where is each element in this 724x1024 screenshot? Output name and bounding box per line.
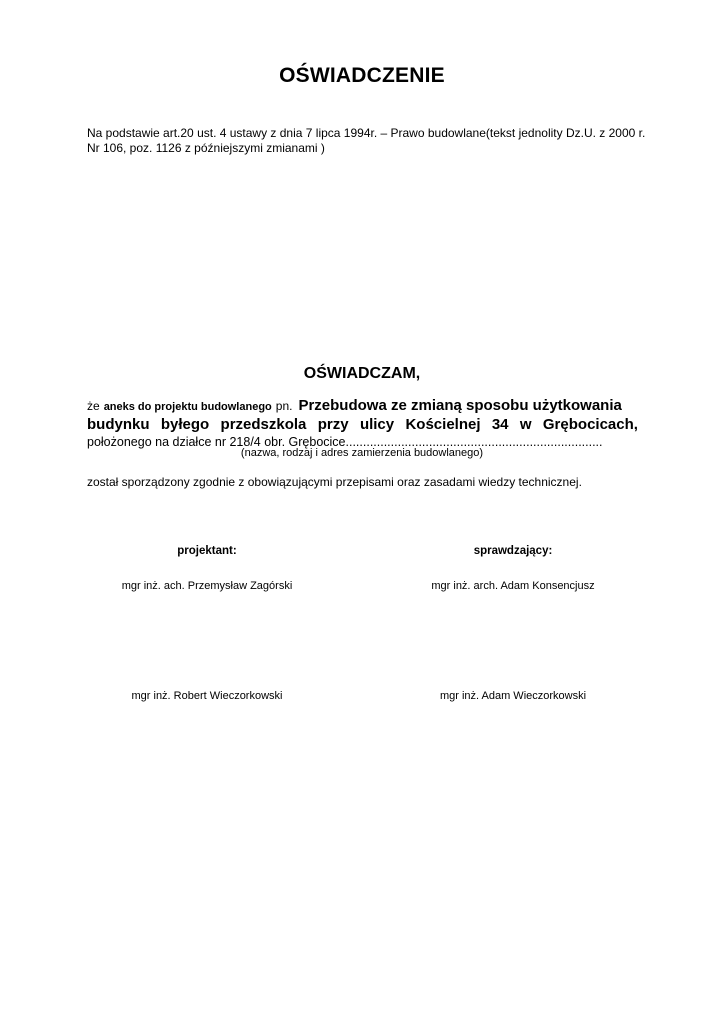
- checker-name: mgr inż. arch. Adam Konsencjusz: [431, 580, 595, 592]
- subject-word: w: [519, 416, 532, 433]
- subject-line-2: [87, 416, 638, 435]
- checker-name-1-block: [363, 580, 663, 592]
- subject-word: przy: [317, 416, 349, 433]
- checker-heading-block: [363, 545, 663, 557]
- conformity-statement: został sporządzony zgodnie z obowiązującymi przepisami oraz zasadami wiedzy technicznej.: [87, 475, 582, 489]
- subject-pn: pn.: [275, 399, 293, 413]
- subject-word: byłego: [160, 416, 210, 433]
- subject-line-1: [87, 397, 638, 416]
- subject-note: (nazwa, rodzaj i adres zamierzenia budowlanego): [240, 447, 484, 459]
- checker-name-2-block: [363, 690, 663, 702]
- subject-doc-type: aneks do projektu budowlanego: [103, 401, 272, 413]
- designer-name: mgr inż. Robert Wieczorkowski: [131, 690, 283, 702]
- designer-heading: projektant:: [177, 545, 237, 557]
- subject-location: położonego na działce nr 218/4 obr. Grębocice..........................................................................: [87, 435, 603, 449]
- checker-heading: sprawdzający:: [473, 545, 553, 557]
- subject-word: przedszkola: [220, 416, 307, 433]
- subject-word: budynku: [87, 416, 150, 433]
- subject-word: ulicy: [359, 416, 395, 433]
- legal-basis-text: Na podstawie art.20 ust. 4 ustawy z dnia 7 lipca 1994r. – Prawo budowlane(tekst jednolity Dz.U. z 2000 r. Nr 106, poz. 1126 z późniejszymi zmianami ): [87, 126, 646, 155]
- designer-name-2-block: [57, 690, 357, 702]
- subject-word: Grębocicach,: [542, 416, 638, 433]
- document-title: OŚWIADCZENIE: [279, 64, 445, 87]
- designer-heading-block: [57, 545, 357, 557]
- subject-prefix: że: [87, 399, 100, 413]
- subject-word: 34: [491, 416, 509, 433]
- project-subject: [87, 397, 638, 451]
- designer-name-1-block: [57, 580, 357, 592]
- checker-name: mgr inż. Adam Wieczorkowski: [439, 690, 587, 702]
- designer-name: mgr inż. ach. Przemysław Zagórski: [121, 580, 293, 592]
- subject-word: Kościelnej: [405, 416, 481, 433]
- subject-name-line-1: Przebudowa ze zmianą sposobu użytkowania: [298, 397, 622, 414]
- declaration-heading: OŚWIADCZAM,: [303, 365, 421, 382]
